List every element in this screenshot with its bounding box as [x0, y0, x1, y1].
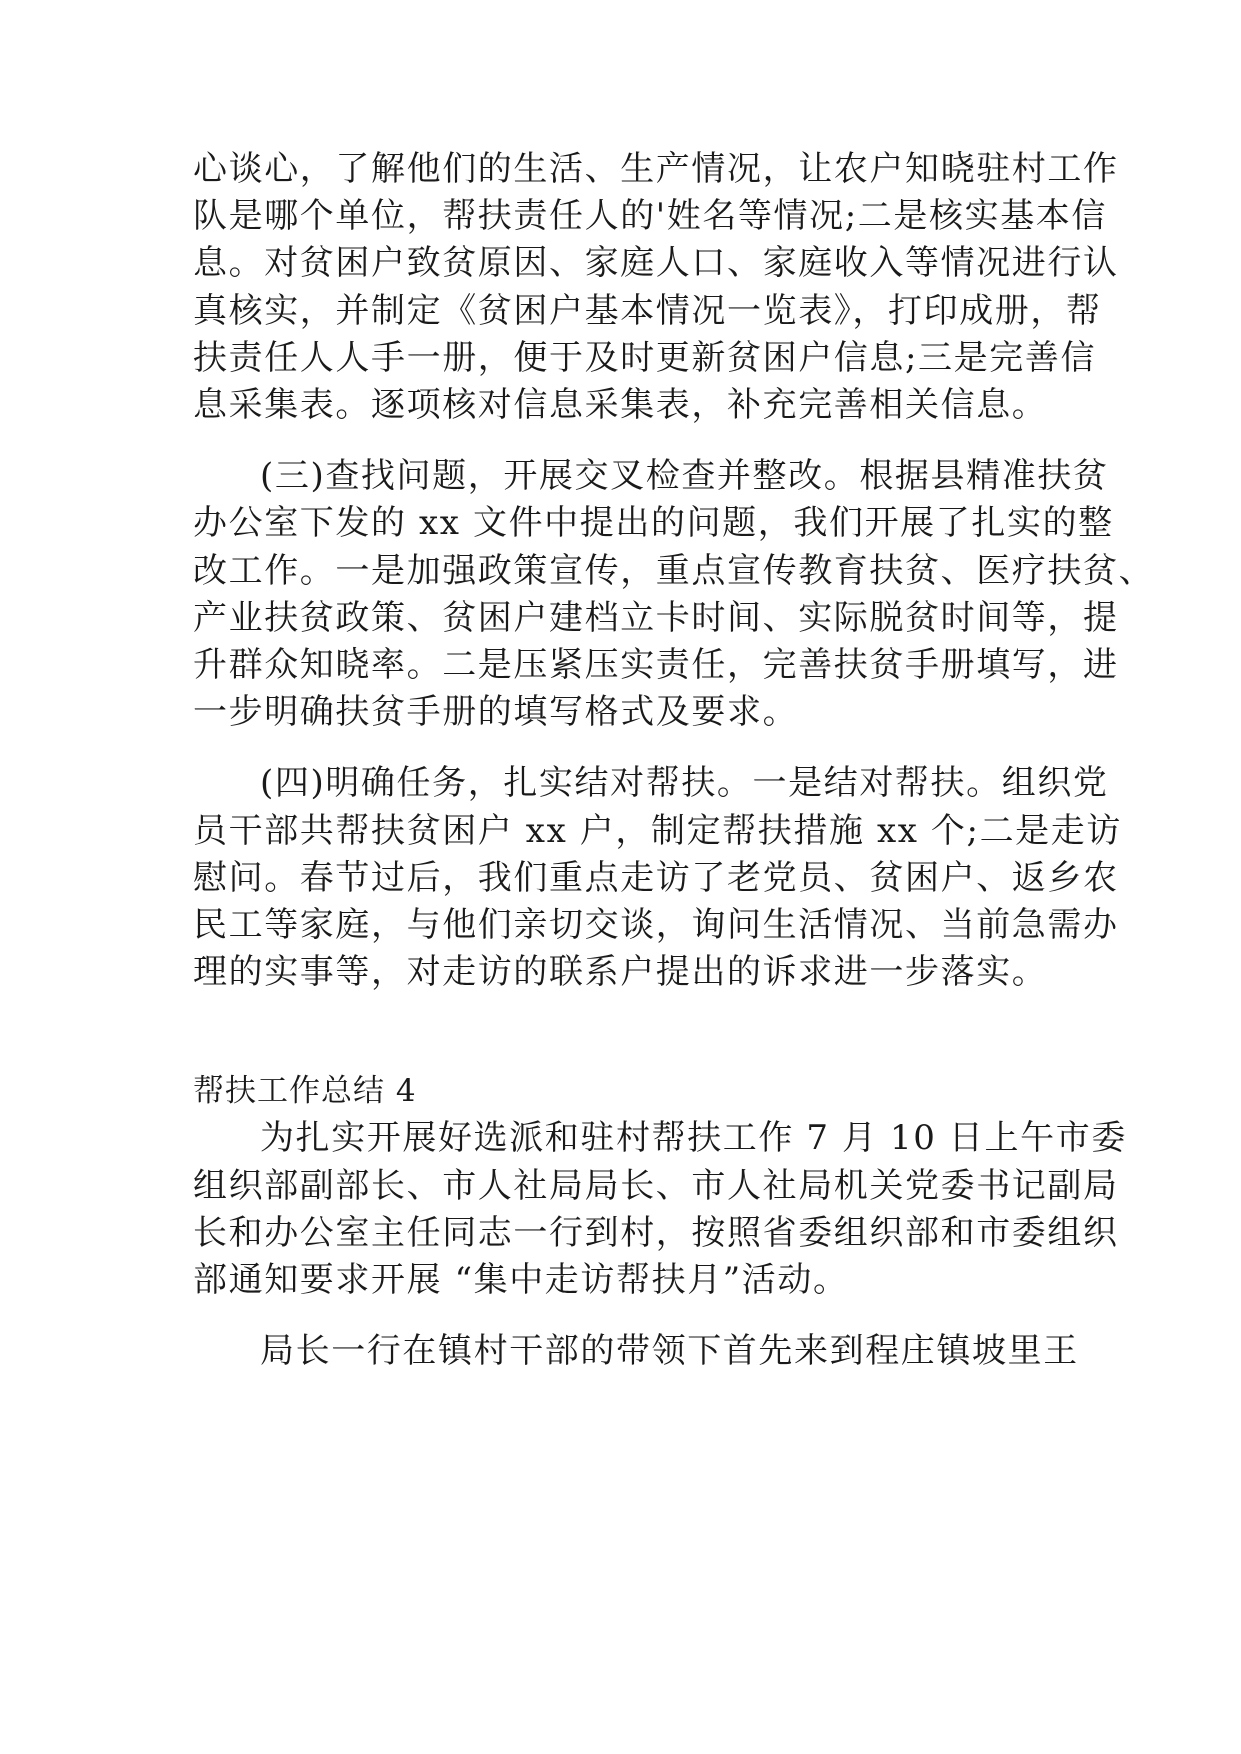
- paragraph-line: 局长一行在镇村干部的带领下首先来到程庄镇坡里王: [260, 1331, 1079, 1371]
- paragraph-line: 扶责任人人手一册，便于及时更新贫困户信息;三是完善信: [193, 338, 1097, 378]
- paragraph-line: 一步明确扶贫手册的填写格式及要求。: [193, 692, 799, 732]
- section-title: 帮扶工作总结 4: [193, 1073, 417, 1109]
- paragraph-line: 组织部副部长、市人社局局长、市人社局机关党委书记副局: [193, 1166, 1119, 1206]
- paragraph-line: 心谈心，了解他们的生活、生产情况，让农户知晓驻村工作: [193, 149, 1119, 189]
- paragraph-line: 息采集表。逐项核对信息采集表，补充完善相关信息。: [193, 385, 1048, 425]
- paragraph-line: 升群众知晓率。二是压紧压实责任，完善扶贫手册填写，进: [193, 645, 1119, 685]
- paragraph-line: 理的实事等，对走访的联系户提出的诉求进一步落实。: [193, 952, 1048, 992]
- paragraph-line: 息。对贫困户致贫原因、家庭人口、家庭收入等情况进行认: [193, 243, 1119, 283]
- paragraph-line: 真核实，并制定《贫困户基本情况一览表》，打印成册，帮: [193, 291, 1102, 331]
- paragraph-line: 办公室下发的 xx 文件中提出的问题，我们开展了扎实的整: [193, 503, 1114, 543]
- paragraph-line: 为扎实开展好选派和驻村帮扶工作 7 月 10 日上午市委: [260, 1118, 1127, 1158]
- paragraph-line: 长和办公室主任同志一行到村，按照省委组织部和市委组织: [193, 1213, 1119, 1253]
- paragraph-line: 产业扶贫政策、贫困户建档立卡时间、实际脱贫时间等，提: [193, 598, 1119, 638]
- paragraph-line: (三)查找问题，开展交叉检查并整改。根据县精准扶贫: [260, 456, 1109, 496]
- paragraph-line: 部通知要求开展 “集中走访帮扶月”活动。: [193, 1260, 849, 1300]
- paragraph-line: (四)明确任务，扎实结对帮扶。一是结对帮扶。组织党: [260, 763, 1109, 803]
- paragraph-line: 民工等家庭，与他们亲切交谈，询问生活情况、当前急需办: [193, 905, 1119, 945]
- paragraph-line: 员干部共帮扶贫困户 xx 户，制定帮扶措施 xx 个;二是走访: [193, 811, 1122, 851]
- paragraph-line: 队是哪个单位，帮扶责任人的'姓名等情况;二是核实基本信: [193, 196, 1107, 236]
- paragraph-line: 改工作。一是加强政策宣传，重点宣传教育扶贫、医疗扶贫、: [193, 551, 1155, 591]
- paragraph-line: 慰问。春节过后，我们重点走访了老党员、贫困户、返乡农: [193, 858, 1119, 898]
